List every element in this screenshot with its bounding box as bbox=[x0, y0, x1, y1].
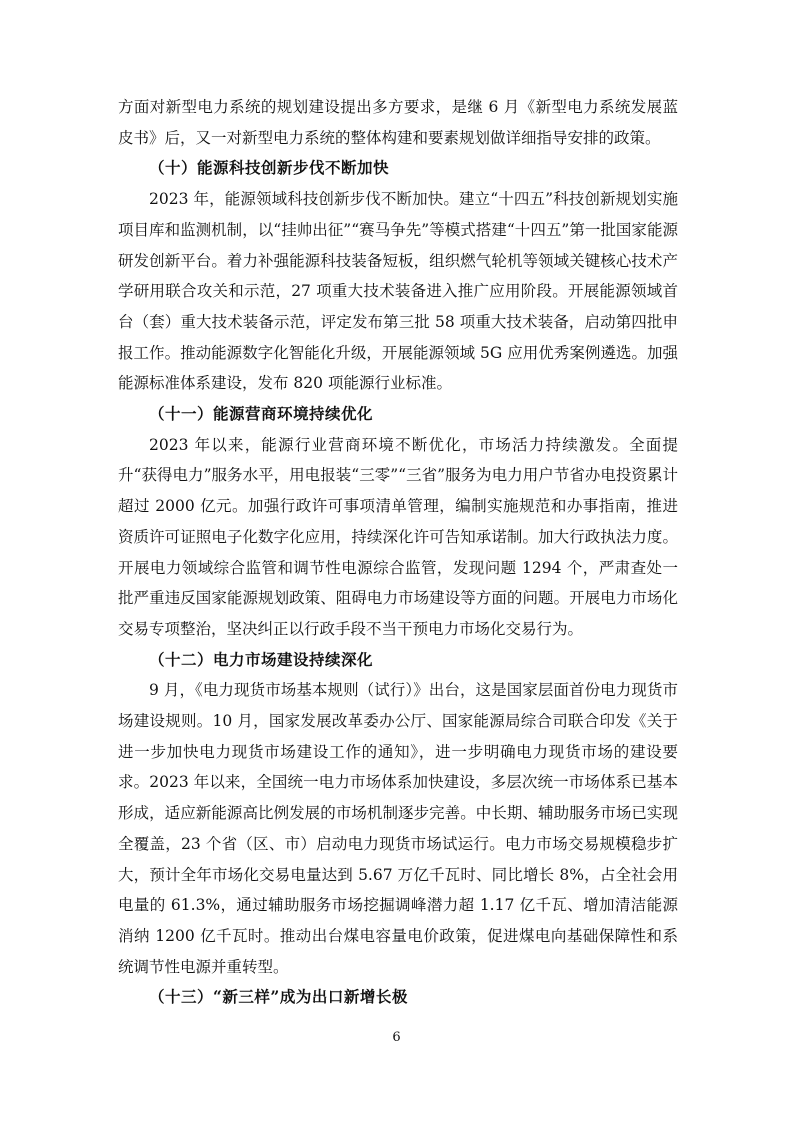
page-number: 6 bbox=[392, 1030, 401, 1045]
intro-paragraph: 方面对新型电力系统的规划建设提出多方要求，是继 6 月《新型电力系统发展蓝皮书》后，又一对新型电力系统的整体构建和要素规划做详细指导安排的政策。 bbox=[118, 98, 678, 147]
section-10-paragraph: 2023 年，能源领域科技创新步伐不断加快。建立“十四五”科技创新规划实施项目库和监测机制，以“挂帅出征”“赛马争先”等模式搭建“十四五”第一批国家能源研发创新平台。着力补强能源科技装备短板，组织燃气轮机等领域关键核心技术产学研用联合攻关和示范，27 项重大技术装备进入推广应用阶段。开展能源领域首台（套）重大技术装备示范，评定发布第三批 58 项重大技术装备，启动第四批申报工作。推动能源数字化智能化升级，开展能源领域 5G 应用优秀案例遴选。加强能源标准体系建设，发布 820 项能源行业标准。 bbox=[118, 190, 678, 393]
section-12-paragraph: 9 月，《电力现货市场基本规则（试行）》出台，这是国家层面首份电力现货市场建设规则。10 月，国家发展改革委办公厅、国家能源局综合司联合印发《关于进一步加快电力现货市场建设工作的通知》，进一步明确电力现货市场的建设要求。2023 年以来，全国统一电力市场体系加快建设，多层次统一市场体系已基本形成，适应新能源高比例发展的市场机制逐步完善。中长期、辅助服务市场已实现全覆盖，23 个省（区、市）启动电力现货市场试运行。电力市场交易规模稳步扩大，预计全年市场化交易电量达到 5.67 万亿千瓦时、同比增长 8%，占全社会用电量的 61.3%，通过辅助服务市场挖掘调峰潜力超 1.17 亿千瓦、增加清洁能源消纳 1200 亿千瓦时。推动出台煤电容量电价政策，促进煤电向基础保障性和系统调节性电源并重转型。 bbox=[118, 681, 678, 976]
section-heading-10: （十）能源科技创新步伐不断加快 bbox=[149, 158, 390, 178]
section-heading-11: （十一）能源营商环境持续优化 bbox=[149, 404, 374, 424]
section-11-paragraph: 2023 年以来，能源行业营商环境不断优化，市场活力持续激发。全面提升“获得电力”服务水平，用电报装“三零”“三省”服务为电力用户节省办电投资累计超过 2000 亿元。加强行政许可事项清单管理，编制实施规范和办事指南，推进资质许可证照电子化数字化应用，持续深化许可告知承诺制。加大行政执法力度。开展电力领域综合监管和调节性电源综合监管，发现问题 1294 个，严肃查处一批严重违反国家能源规划政策、阻碍电力市场建设等方面的问题。开展电力市场化交易专项整治，坚决纠正以行政手段不当干预电力市场化交易行为。 bbox=[118, 435, 678, 638]
section-heading-13: （十三）“新三样”成为出口新增长极 bbox=[149, 987, 408, 1007]
document-body bbox=[118, 92, 678, 1013]
section-heading-12: （十二）电力市场建设持续深化 bbox=[149, 649, 374, 669]
